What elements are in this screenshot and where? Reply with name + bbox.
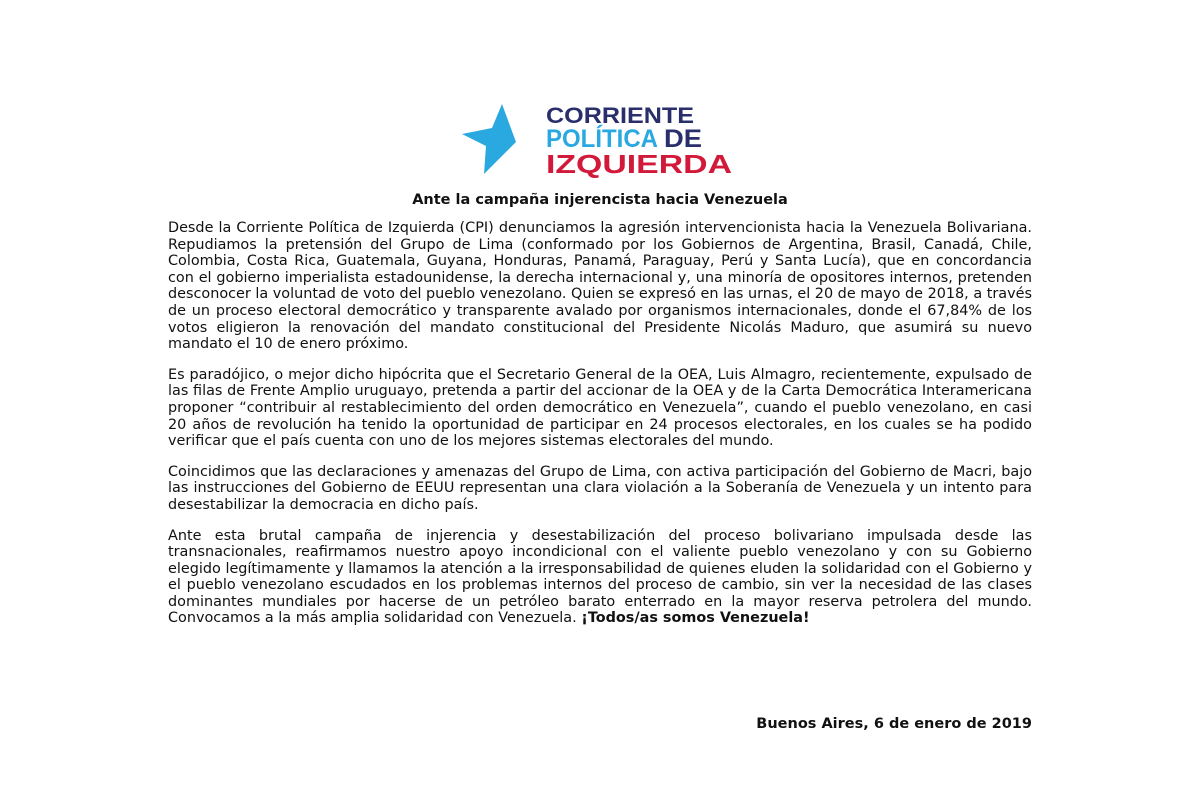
star-shape: [462, 104, 516, 174]
document-title: Ante la campaña injerencista hacia Venezuela: [412, 192, 788, 208]
paragraph-4-text: Ante esta brutal campaña de injerencia y desestabilización del proceso bolivariano impulsada desde las transnacionales, reafirmamos nuestro apoyo incondicional con el valiente pueblo venezolano y con su Gobierno elegido legítimamente y llamamos la atención a la irresponsabilidad de quienes eluden la solidaridad con el Gobierno y el pueblo venezolano escudados en los problemas internos del proceso de cambio, sin ver la necesidad de las clases dominantes mundiales por hacerse de un petróleo barato enterrado en la mayor reserva petrolera del mundo. Convocamos a la más amplia solidaridad con Venezuela.: [168, 527, 1032, 627]
paragraph-1: Desde la Corriente Política de Izquierda (CPI) denunciamos la agresión intervencionista hacia la Venezuela Bolivariana. Repudiamos la pretensión del Grupo de Lima (conformado por los Gobiernos de Argentina, Brasil, Canadá, Chile, Colombia, Costa Rica, Guatemala, Guyana, Honduras, Panamá, Paraguay, Perú y Santa Lucía), que en concordancia con el gobierno imperialista estadounidense, la derecha internacional y, una minoría de opositores internos, pretenden desconocer la voluntad de voto del pueblo venezolano. Quien se expresó en las urnas, el 20 de mayo de 2018, a través de un proceso electoral democrático y transparente avalado por organismos internacionales, donde el 67,84% de los votos eligieron la renovación del mandato constitucional del Presidente Nicolás Maduro, que asumirá su nuevo mandato el 10 de enero próximo.: [168, 220, 1032, 353]
paragraph-4: [168, 528, 1032, 628]
signature-date: Buenos Aires, 6 de enero de 2019: [756, 716, 1032, 732]
logo-line-corriente: CORRIENTE: [546, 103, 694, 128]
closing-slogan: ¡Todos/as somos Venezuela!: [581, 610, 810, 627]
paragraph-2: Es paradójico, o mejor dicho hipócrita que el Secretario General de la OEA, Luis Almagro, recientemente, expulsado de las filas de Frente Amplio uruguayo, pretenda a partir del accionar de la OEA y de la Carta Democrática Interamericana proponer “contribuir al restablecimiento del orden democrático en Venezuela”, cuando el pueblo venezolano, en casi 20 años de revolución ha tenido la oportunidad de participar en 24 procesos electorales, en los cuales se ha podido verificar que el país cuenta con uno de los mejores sistemas electorales del mundo.: [168, 366, 1032, 450]
document-body: [168, 220, 1032, 641]
logo-line-izquierda: IZQUIERDA: [546, 149, 733, 179]
paragraph-3: Coincidimos que las declaraciones y amenazas del Grupo de Lima, con activa participación del Gobierno de Macri, bajo las instrucciones del Gobierno de EEUU representan una clara violación a la Soberanía de Venezuela y un intento para desestabilizar la democracia en dicho país.: [168, 463, 1032, 513]
organization-logo: [458, 96, 748, 182]
logo-line-politica: POLÍTICA: [546, 125, 663, 153]
logo-line-de: DE: [664, 125, 702, 153]
